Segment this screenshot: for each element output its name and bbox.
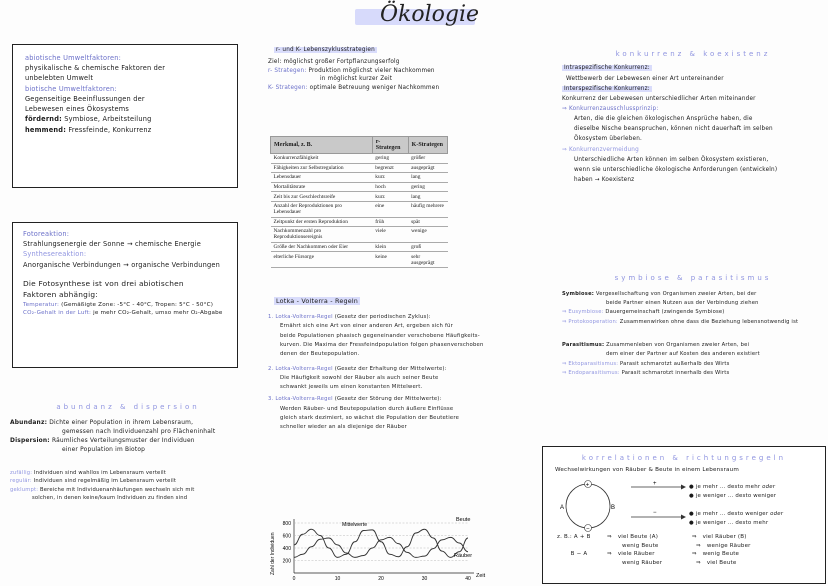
table-row <box>271 163 448 173</box>
regulaer-row: regulär: Individuen sind regelmäßig im Lebensraum verteilt <box>10 478 177 485</box>
table-cell: Fähigkeiten zur Selbstregulation <box>271 163 373 173</box>
abundanz-row: Abundanz: Dichte einer Population in ihrem Lebensraum, <box>10 419 194 426</box>
example-arrow: ⇒ <box>696 542 701 549</box>
korrelationen-title: korrelationen & richtungsregeln <box>581 454 787 462</box>
kv-line: haben → Koexistenz <box>574 177 635 183</box>
table-cell: Anzahl der Reproduktionen pro Lebensdauer <box>271 201 373 217</box>
konkurrenz-title: konkurrenz & koexistenz <box>615 50 771 58</box>
series-line-raeuber <box>294 537 468 557</box>
lv-line: denen der Beutepopulation. <box>280 351 360 358</box>
lv-line: schneller wieder an als diejenige der Räuber <box>280 424 407 431</box>
example-cell: wenig Beute <box>702 551 740 558</box>
cycle-circle <box>566 484 610 528</box>
table-row <box>271 227 448 243</box>
x-tick-label: 30 <box>421 576 428 582</box>
k-strategen-row: K- Strategen: optimale Betreuung weniger Nachkommen <box>268 85 440 92</box>
example-cell: wenige Räuber <box>706 542 751 549</box>
chart-xlabel: Zeit <box>476 573 486 579</box>
lv-title: Lotka - Volterra - Regeln <box>276 297 359 305</box>
plus-sign: + <box>653 481 657 487</box>
lv-section <box>268 296 518 432</box>
symbiose-title: symbiose & parasitismus <box>614 274 772 282</box>
example-row <box>557 550 751 559</box>
table-cell: größer <box>408 154 447 164</box>
example-cell: viel Räuber (B) <box>702 534 747 540</box>
x-tick-label: 40 <box>465 576 471 582</box>
arrow-head <box>681 485 686 490</box>
table-cell: elterliche Fürsorge <box>271 252 373 268</box>
table-row <box>271 192 448 202</box>
correlation-item: ● je weniger … desto mehr <box>689 519 769 526</box>
table-cell: Konkurrenzfähigkeit <box>271 154 373 164</box>
y-tick-label: 200 <box>282 558 291 565</box>
photo-line: Strahlungsenergie der Sonne → chemische Energie <box>23 240 201 249</box>
chart-ylabel: Zahl der Individuen <box>270 532 276 575</box>
table-row <box>271 242 448 252</box>
minus-sign: − <box>586 526 590 533</box>
table-cell: groß <box>408 242 447 252</box>
foerdernd-row: fördernd: Symbiose, Arbeitsteilung <box>25 115 152 124</box>
inter-line: Konkurrenz der Lebewesen unterschiedlicher Arten miteinander <box>562 95 756 102</box>
abiotic-box <box>12 44 238 188</box>
example-label: z. B.: A + B <box>557 534 591 540</box>
table-header: r-Strategen <box>372 137 408 154</box>
lv-chart <box>268 513 494 585</box>
table-cell: früh <box>372 217 408 227</box>
table-row <box>271 182 448 192</box>
geklumpt-line: solchen, in denen keine/kaum Individuen zu finden sind <box>32 494 188 501</box>
lv-line: gleich stark dezimiert, so wächst die Population der Beutetiere <box>280 414 460 421</box>
ektoparasitismus-row: ⇒ Ektoparasitismus: Parasit schmarotzt außerhalb des Wirts <box>562 360 730 367</box>
arrow-head <box>681 515 686 520</box>
rk-section <box>268 46 518 93</box>
table-cell: Größe der Nachkommen oder Eier <box>271 242 373 252</box>
abiotic-heading: abiotische Umweltfaktoren: <box>25 54 122 62</box>
rk-title: r- und K- Lebenszyklusstrategien <box>276 47 375 53</box>
minus-sign: − <box>653 510 657 516</box>
example-row <box>557 533 751 542</box>
node-b: B <box>611 505 616 511</box>
konkurrenz-section <box>562 48 824 185</box>
table-cell: lang <box>408 192 447 202</box>
x-tick-label: 10 <box>334 576 341 582</box>
symbiose-line: beide Partner einen Nutzen aus der Verbindung ziehen <box>606 299 759 306</box>
table-header-row <box>271 137 448 154</box>
y-tick-label: 600 <box>282 533 291 540</box>
lv-rule-2: 2. Lotka-Volterra-Regel (Gesetz der Erhaltung der Mittelwerte): <box>268 365 447 372</box>
temperature-row: Temperatur: (Gemäßigte Zone: -5°C - 40°C, Tropen: 5°C - 50°C) <box>23 301 214 308</box>
plus-sign: + <box>585 482 590 489</box>
photo-factors-line: Die Fotosynthese ist von drei abiotischen <box>23 278 184 288</box>
example-cell: viel Beute (A) <box>617 534 659 540</box>
table-cell: kurz <box>372 192 408 202</box>
abundanz-section <box>10 402 246 502</box>
y-tick-label: 400 <box>282 545 291 552</box>
lv-rule-3: 3. Lotka-Volterra-Regel (Gesetz der Störung der Mittelwerte): <box>268 396 442 403</box>
geklumpt-row: geklumpt: Bereiche mit Individuenanhäufungen wechseln sich mit <box>10 486 195 493</box>
intra-label: Intraspezifische Konkurrenz: <box>564 65 650 72</box>
table-row <box>271 201 448 217</box>
lv-rule-1: 1. Lotka-Volterra-Regel (Gesetz der periodischen Zyklus): <box>268 314 431 321</box>
biotic-line: Lebewesen eines Ökosystems <box>25 105 130 114</box>
biotic-line: Gegenseitige Beeinflussungen der <box>25 94 145 103</box>
example-arrow: ⇒ <box>691 534 697 540</box>
abundanz-line: gemessen nach Individuenzahl pro Flächeninhalt <box>62 428 216 435</box>
table-cell: sehr ausgeprägt <box>408 252 447 268</box>
table-cell: ausgeprägt <box>408 163 447 173</box>
table-cell: kurz <box>372 173 408 183</box>
example-arrow: ⇒ <box>691 551 697 558</box>
dispersion-line: einer Population im Biotop <box>62 447 146 454</box>
table-row <box>271 154 448 164</box>
symbiose-row: Symbiose: Vergesellschaftung von Organismen zweier Arten, bei der <box>562 290 757 297</box>
correlation-legend <box>689 483 783 528</box>
table-row <box>271 252 448 268</box>
abundanz-title: abundanz & dispersion <box>56 403 200 411</box>
lv-line: beide Populationen phasisch gegeneinander verschobene Häufigkeits- <box>280 332 480 339</box>
photo-heading: Fotoreaktion: <box>23 230 70 238</box>
example-cell: viele Räuber <box>617 551 655 558</box>
kap-line: dieselbe Nische beanspruchen, können nicht dauerhaft im selben <box>574 126 773 133</box>
table-cell: gering <box>408 182 447 192</box>
table-cell: Mortalitätsrate <box>271 182 373 192</box>
kap-heading: ⇒ Konkurrenzausschlussprinzip: <box>562 106 659 113</box>
table-cell: spät <box>408 217 447 227</box>
x-tick-label: 20 <box>378 576 384 582</box>
example-arrow: ⇒ <box>696 559 701 566</box>
kv-heading: ⇒ Konkurrenzvermeidung <box>562 146 639 153</box>
biotic-heading: biotische Umweltfaktoren: <box>25 84 117 93</box>
table-cell: klein <box>372 242 408 252</box>
table-cell: viele <box>372 227 408 243</box>
rk-table <box>270 136 448 268</box>
correlation-item: ● je weniger … desto weniger <box>689 492 777 499</box>
series-line-beute <box>294 529 468 557</box>
photo-factors-line: Faktoren abhängig: <box>23 290 98 300</box>
rk-goal: Ziel: möglichst großer Fortpflanzungserfolg <box>268 58 400 65</box>
example-row <box>557 559 751 568</box>
table-cell: Nachkommenzahl pro Reproduktionsereignis <box>271 227 373 243</box>
table-header: K-Strategen <box>408 137 447 154</box>
kv-line: Unterschiedliche Arten können im selben Ökosystem existieren, <box>574 156 769 163</box>
table-cell: keine <box>372 252 408 268</box>
lv-line: schwankt jeweils um einen konstanten Mittelwert. <box>280 384 423 391</box>
legend-beute: Beute <box>456 517 471 523</box>
table-row <box>271 173 448 183</box>
synthese-heading: Synthesereaktion: <box>23 250 87 259</box>
table-header: Merkmal, z. B. <box>271 137 373 154</box>
photosynthesis-box <box>12 222 238 368</box>
table-cell: hoch <box>372 182 408 192</box>
example-block <box>557 533 751 567</box>
inter-label: Interspezifische Konkurrenz: <box>564 85 650 92</box>
hemmend-row: hemmend: Fressfeinde, Konkurrenz <box>25 125 152 134</box>
example-cell: wenig Beute <box>622 542 659 549</box>
r-strategen-line: in möglichst kurzer Zeit <box>320 76 393 83</box>
r-strategen-row: r- Strategen: Produktion möglichst vieler Nachkommen <box>268 67 435 74</box>
table-cell: lang <box>408 173 447 183</box>
example-cell: wenig Räuber <box>622 559 663 566</box>
example-label: B − A <box>570 551 588 558</box>
page-title: Ökologie <box>380 2 480 27</box>
symbiose-section <box>562 272 824 378</box>
parasitismus-line: dem einer der Partner auf Kosten des anderen existiert <box>606 351 760 358</box>
chart-annotation: Mittelwerte <box>342 522 368 528</box>
table-cell: Zeitpunkt der ersten Reproduktion <box>271 217 373 227</box>
lv-line: Ernährt sich eine Art von einer anderen Art, ergeben sich für <box>280 323 453 330</box>
table-cell: gering <box>372 154 408 164</box>
dispersion-row: Dispersion: Räumliches Verteilungsmuster der Individuen <box>10 438 195 445</box>
lv-line: Die Häufigkeit sowohl der Räuber als auch seiner Beute <box>280 374 439 381</box>
x-tick-label: 0 <box>292 576 296 582</box>
kap-line: Ökosystem überleben. <box>574 136 643 143</box>
table-cell: begrenzt <box>372 163 408 173</box>
lv-line: Werden Räuber- und Beutepopulation durch äußere Einflüsse <box>280 405 454 412</box>
protokooperation-row: ⇒ Protokooperation: Zusammenwirken ohne dass die Beziehung lebensnotwendig ist <box>562 318 799 325</box>
lv-line: kurven. Die Maxima der Fressfeindpopulation folgen phasenverschoben <box>280 342 484 348</box>
cycle-diagram <box>553 477 633 535</box>
parasitismus-row: Parasitismus: Zusammenleben von Organismen zweier Arten, bei <box>562 342 750 349</box>
co2-row: CO₂-Gehalt in der Luft: je mehr CO₂-Gehalt, umso mehr O₂-Abgabe <box>23 310 223 317</box>
example-row <box>557 542 751 551</box>
korrelationen-subtitle: Wechselwirkungen von Räuber & Beute in einem Lebensraum <box>555 466 740 473</box>
node-a: A <box>560 505 565 511</box>
zufaellig-row: zufällig: Individuen sind wahllos im Lebensraum verteilt <box>10 470 166 477</box>
y-tick-label: 800 <box>282 520 291 527</box>
table-cell: häufig mehrere <box>408 201 447 217</box>
example-cell: viel Beute <box>706 559 737 566</box>
table-cell: Lebensdauer <box>271 173 373 183</box>
correlation-item: ● je mehr … desto mehr oder <box>689 484 776 490</box>
correlation-item: ● je mehr … desto weniger oder <box>689 511 784 518</box>
kv-line: wenn sie unterschiedliche ökologische Anforderungen (entwickeln) <box>574 166 778 173</box>
abiotic-line: unbelebten Umwelt <box>25 74 94 83</box>
kap-line: Arten, die die gleichen ökologischen Ansprüche haben, die <box>574 116 753 123</box>
table-cell: Zeit bis zur Geschlechtsreife <box>271 192 373 202</box>
abiotic-line: physikalische & chemische Faktoren der <box>25 64 166 73</box>
table-row <box>271 217 448 227</box>
intra-line: Wettbewerb der Lebewesen einer Art untereinander <box>566 75 724 82</box>
example-arrow: ⇒ <box>607 534 612 540</box>
table-cell: wenige <box>408 227 447 243</box>
legend-raeuber: Räuber <box>454 553 473 559</box>
example-arrow: ⇒ <box>607 551 612 558</box>
synthese-line: Anorganische Verbindungen → organische Verbindungen <box>23 260 220 269</box>
korrelationen-box <box>542 446 826 584</box>
eusymbiose-row: ⇒ Eusymbiose: Dauergemeinschaft (zwingende Symbiose) <box>562 309 725 316</box>
correlation-arrows <box>629 481 689 531</box>
table-cell: eine <box>372 201 408 217</box>
endoparasitismus-row: ⇒ Endoparasitismus: Parasit schmarotzt innerhalb des Wirts <box>562 370 730 377</box>
